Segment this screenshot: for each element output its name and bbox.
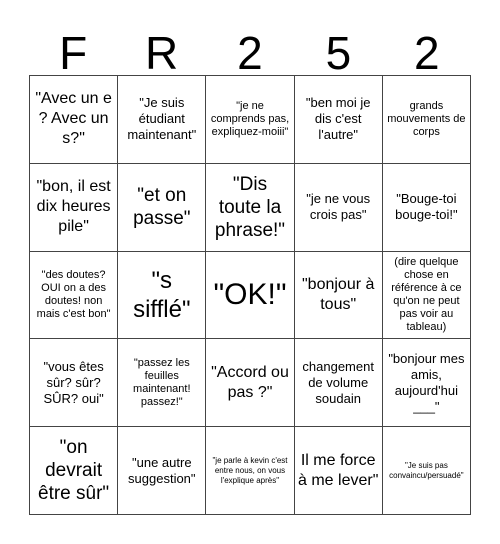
bingo-cell[interactable]	[206, 427, 294, 515]
bingo-cell[interactable]	[30, 164, 118, 252]
bingo-cell[interactable]	[118, 339, 206, 427]
header-letter-1: F	[59, 27, 88, 79]
bingo-cell[interactable]	[118, 252, 206, 340]
bingo-cell[interactable]	[206, 339, 294, 427]
cell-text: grands mouvements de corps	[387, 99, 466, 138]
cell-text: "OK!"	[213, 277, 287, 311]
cell-text: "vous êtes sûr? sûr? SÛR? oui"	[43, 358, 104, 406]
cell-text: "et on passe"	[133, 185, 191, 230]
cell-text: "on devrait être sûr"	[38, 437, 110, 505]
cell-text: "Bouge-toi bouge-toi!"	[395, 191, 458, 223]
cell-text: (dire quelque chose en référence à ce qu'on ne peut pas voir au tableau)	[391, 255, 462, 333]
cell-text: "Dis toute la phrase!"	[214, 173, 286, 241]
bingo-cell[interactable]	[206, 252, 294, 340]
bingo-cell[interactable]	[118, 76, 206, 164]
header-letter-4: 5	[325, 27, 352, 79]
bingo-cell[interactable]	[383, 76, 471, 164]
cell-text: "je ne comprends pas, expliquez-moiii"	[210, 99, 290, 138]
header-letter-2: R	[144, 27, 179, 79]
cell-text: "s sifflé"	[133, 266, 191, 323]
bingo-cell[interactable]	[118, 427, 206, 515]
bingo-cell[interactable]	[383, 339, 471, 427]
bingo-grid	[29, 75, 471, 515]
bingo-cell[interactable]	[30, 427, 118, 515]
cell-text: "je parle à kevin c'est entre nous, on vous l'explique après"	[212, 455, 288, 485]
bingo-cell[interactable]	[30, 339, 118, 427]
bingo-cell[interactable]	[295, 427, 383, 515]
bingo-cell[interactable]	[383, 164, 471, 252]
cell-text: "bon, il est dix heures pile"	[36, 178, 111, 236]
cell-text: "Je suis pas convaincu/persuadé"	[389, 460, 464, 480]
bingo-cell[interactable]	[30, 76, 118, 164]
header-letter-5: 2	[413, 27, 440, 79]
cell-text: "des doutes? OUI on a des doutes! non mais c'est bon"	[36, 268, 111, 320]
cell-text: "une autre suggestion"	[128, 454, 196, 486]
cell-text: "bonjour mes amis, aujourd'hui ___"	[388, 350, 465, 414]
cell-text: "je ne vous crois pas"	[306, 191, 371, 223]
cell-text: changement de volume soudain	[302, 358, 374, 406]
bingo-cell[interactable]	[383, 427, 471, 515]
bingo-cell[interactable]	[295, 76, 383, 164]
bingo-cell[interactable]	[30, 252, 118, 340]
cell-text: "passez les feuilles maintenant! passez!"	[133, 356, 191, 408]
bingo-cell[interactable]	[295, 339, 383, 427]
bingo-cell[interactable]	[206, 164, 294, 252]
cell-text: Il me force à me lever"	[298, 451, 379, 489]
header-letter-3: 2	[237, 27, 263, 79]
cell-text: "Je suis étudiant maintenant"	[127, 95, 197, 143]
bingo-cell[interactable]	[295, 164, 383, 252]
bingo-cell[interactable]	[295, 252, 383, 340]
cell-text: "Avec un e ? Avec un s?"	[35, 90, 112, 148]
cell-text: "bonjour à tous"	[301, 275, 375, 313]
bingo-cell[interactable]	[383, 252, 471, 340]
bingo-cell[interactable]	[118, 164, 206, 252]
cell-text: "ben moi je dis c'est l'autre"	[305, 95, 371, 143]
bingo-cell[interactable]	[206, 76, 294, 164]
cell-text: "Accord ou pas ?"	[211, 363, 289, 401]
